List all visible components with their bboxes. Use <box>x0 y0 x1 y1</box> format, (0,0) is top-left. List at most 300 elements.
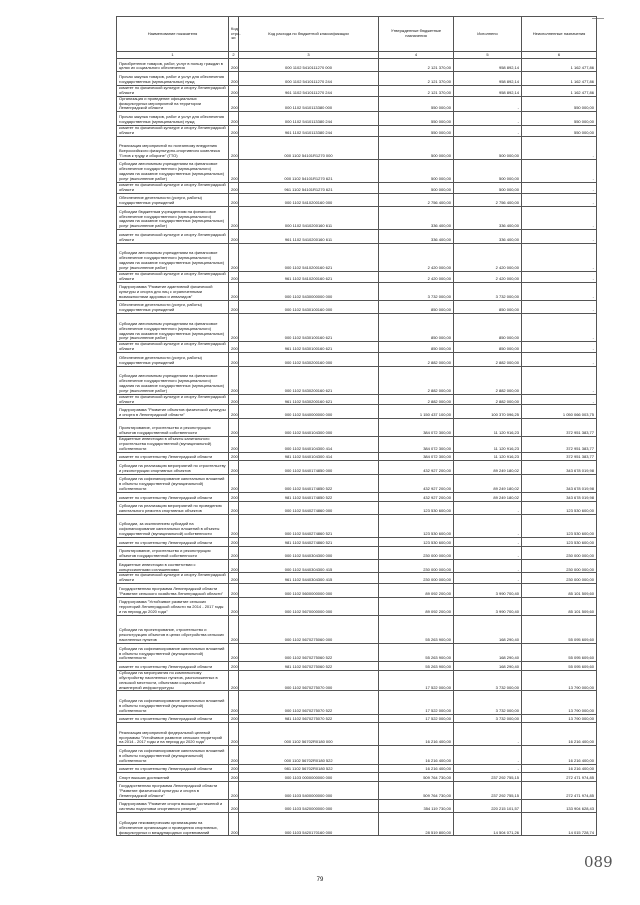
row-executed: 89 249 180,02 <box>454 461 522 474</box>
table-header-row <box>117 17 597 52</box>
row-executed: - <box>454 560 522 573</box>
table-row <box>117 493 597 502</box>
row-code: 200 <box>229 125 239 136</box>
row-name: Подпрограмма "Устойчивое развитие сельских территорий Ленинградской области на 2014 - 2017 годы и на период до 2020 года" <box>117 597 229 615</box>
row-approved: 17 522 000,00 <box>379 714 454 723</box>
row-executed: 850 000,00 <box>454 314 522 342</box>
row-approved: 432 927 200,00 <box>379 461 454 474</box>
row-code: 200 <box>229 59 239 72</box>
row-unexecuted: 1 162 477,86 <box>522 59 597 72</box>
row-unexecuted: 272 471 974,85 <box>522 781 597 799</box>
table-row <box>117 353 597 366</box>
row-code: 200 <box>229 691 239 714</box>
row-kbk: 000 1102 5440174850 000 <box>239 461 379 474</box>
row-name: комитет по физической культуре и спорту Ленинградской области <box>117 230 229 243</box>
table-row <box>117 799 597 812</box>
row-name: Субсидии на софинансирование капитальных вложений в объекты государственной (муниципальной) собственности <box>117 644 229 662</box>
row-code: 200 <box>229 723 239 746</box>
row-code: 200 <box>229 159 239 182</box>
row-executed: 958 892,14 <box>454 59 522 72</box>
row-name: Субсидии на реализацию мероприятий по строительству и реконструкции спортивных объектов <box>117 461 229 474</box>
row-code: 200 <box>229 418 239 436</box>
header-executed: Исполнено <box>454 17 522 52</box>
row-executed: 100 370 096,25 <box>454 405 522 418</box>
row-name: Подпрограмма "Развитие адаптивной физической культуры и спорта для лиц с ограниченными возможностями здоровья и инвалидов" <box>117 282 229 300</box>
row-kbk: 000 1102 5440104300 414 <box>239 437 379 453</box>
row-kbk: 000 1102 5410113380 000 <box>239 96 379 112</box>
row-executed: 220 215 101,57 <box>454 799 522 812</box>
row-kbk: 000 1102 5440174850 522 <box>239 474 379 492</box>
row-approved: 28 519 800,00 <box>379 813 454 836</box>
row-approved: 55 263 900,00 <box>379 662 454 671</box>
header-approved: Утвержденные бюджетные назначения <box>379 17 454 52</box>
row-kbk: 981 1102 5440174850 522 <box>239 493 379 502</box>
row-name: комитет по физической культуре и спорту Ленинградской области <box>117 182 229 193</box>
table-row <box>117 366 597 394</box>
row-approved: 500 000,00 <box>379 182 454 193</box>
row-approved: 230 000 000,00 <box>379 573 454 584</box>
row-kbk: 000 1102 5440274860 521 <box>239 514 379 537</box>
row-kbk: 000 1102 5410200160 611 <box>239 207 379 230</box>
row-executed: 3 732 000,00 <box>454 670 522 691</box>
row-code: 200 <box>229 314 239 342</box>
row-executed: 500 000,00 <box>454 182 522 193</box>
row-executed: 11 120 916,23 <box>454 418 522 436</box>
row-code: 200 <box>229 493 239 502</box>
row-executed: - <box>454 538 522 547</box>
row-kbk: 000 1102 5440104300 000 <box>239 418 379 436</box>
row-approved: 550 000,00 <box>379 96 454 112</box>
row-executed: 500 000,00 <box>454 159 522 182</box>
table-row <box>117 59 597 72</box>
row-name: комитет по строительству Ленинградской области <box>117 493 229 502</box>
table-row <box>117 282 597 300</box>
row-approved: 336 400,00 <box>379 230 454 243</box>
row-code: 200 <box>229 781 239 799</box>
row-kbk: 000 1102 56702R0180 000 <box>239 723 379 746</box>
table-row <box>117 474 597 492</box>
row-approved: 850 000,00 <box>379 300 454 313</box>
row-unexecuted: - <box>522 136 597 159</box>
table-row <box>117 723 597 746</box>
row-unexecuted: 1 162 477,86 <box>522 72 597 85</box>
row-executed: 237 292 755,15 <box>454 773 522 782</box>
row-name: комитет по физической культуре и спорту Ленинградской области <box>117 271 229 282</box>
row-code: 200 <box>229 282 239 300</box>
column-index: 6 <box>522 52 597 59</box>
row-approved: 500 000,00 <box>379 159 454 182</box>
row-name: Субсидии на мероприятия по комплексному обустройству населенных пунктов, расположенных в сельской местности, объектами социальной и инженерной инфраструктуры <box>117 670 229 691</box>
header-code: Код стро-ки <box>229 17 239 52</box>
row-code: 200 <box>229 560 239 573</box>
row-executed: 2 882 000,00 <box>454 366 522 394</box>
row-unexecuted: 13 790 000,00 <box>522 714 597 723</box>
row-kbk: 000 1102 5670275060 522 <box>239 644 379 662</box>
table-row <box>117 271 597 282</box>
row-kbk: 000 1102 5440000000 000 <box>239 405 379 418</box>
row-executed: - <box>454 96 522 112</box>
row-executed: 336 400,00 <box>454 207 522 230</box>
table-row <box>117 394 597 405</box>
table-row <box>117 96 597 112</box>
row-kbk: 000 1102 5430100160 000 <box>239 300 379 313</box>
row-executed: 336 400,00 <box>454 230 522 243</box>
table-row <box>117 514 597 537</box>
row-name: Реализация мероприятий федеральной целевой программы "Устойчивое развитие сельских территорий на 2014 - 2017 годы и на период до 2020 года" <box>117 723 229 746</box>
row-approved: 500 000,00 <box>379 136 454 159</box>
row-approved: 2 882 000,00 <box>379 353 454 366</box>
row-kbk: 961 1102 5410111270 244 <box>239 85 379 96</box>
table-row <box>117 300 597 313</box>
table-row <box>117 72 597 85</box>
row-unexecuted: 550 000,00 <box>522 112 597 125</box>
row-unexecuted: - <box>522 300 597 313</box>
header-name: Наименование показателя <box>117 17 229 52</box>
row-approved: 2 882 000,00 <box>379 366 454 394</box>
row-name: Субсидии на проектирование, строительство и реконструкцию объектов в целях обустройства сельских населенных пунктов <box>117 615 229 643</box>
row-name: Субсидии на софинансирование капитальных вложений в объекты государственной (муниципальной) собственности <box>117 746 229 764</box>
row-executed: 500 000,00 <box>454 136 522 159</box>
row-unexecuted: 550 000,00 <box>522 125 597 136</box>
row-name: комитет по строительству Ленинградской области <box>117 538 229 547</box>
row-approved: 16 216 400,00 <box>379 764 454 773</box>
table-row <box>117 418 597 436</box>
row-code: 200 <box>229 714 239 723</box>
header-kbk: Код расхода по бюджетной классификации <box>239 17 379 52</box>
row-code: 200 <box>229 271 239 282</box>
row-approved: 509 764 730,00 <box>379 781 454 799</box>
row-name: комитет по физической культуре и спорту Ленинградской области <box>117 394 229 405</box>
row-code: 200 <box>229 584 239 597</box>
row-kbk: 000 1102 5410200160 000 <box>239 193 379 206</box>
row-code: 200 <box>229 773 239 782</box>
row-unexecuted: - <box>522 159 597 182</box>
row-code: 200 <box>229 746 239 764</box>
row-name: Субсидии на софинансирование капитальных вложений в объекты государственной (муниципальной) собственности <box>117 691 229 714</box>
row-name: Прочая закупка товаров, работ и услуг для обеспечения государственных (муниципальных) нужд <box>117 112 229 125</box>
row-code: 200 <box>229 452 239 461</box>
row-approved: 2 882 000,00 <box>379 394 454 405</box>
row-name: Реализация мероприятий по поэтапному внедрению Всероссийского физкультурно-спортивного комплекса "Готов к труду и обороне" (ГТО) <box>117 136 229 159</box>
table-row <box>117 597 597 615</box>
row-executed: - <box>454 501 522 514</box>
row-name: комитет по физической культуре и спорту Ленинградской области <box>117 573 229 584</box>
row-code: 200 <box>229 597 239 615</box>
row-name: Бюджетные инвестиции в соответствии с концессионными соглашениями <box>117 560 229 573</box>
row-approved: 384 072 300,00 <box>379 437 454 453</box>
row-kbk: 000 1102 5430100160 621 <box>239 314 379 342</box>
row-unexecuted: 343 678 019,98 <box>522 474 597 492</box>
row-kbk: 961 1102 5410200160 621 <box>239 271 379 282</box>
table-row <box>117 615 597 643</box>
row-approved: 2 121 370,00 <box>379 85 454 96</box>
row-code: 200 <box>229 353 239 366</box>
row-unexecuted: 343 678 019,98 <box>522 493 597 502</box>
row-code: 200 <box>229 474 239 492</box>
table-row <box>117 691 597 714</box>
row-unexecuted: - <box>522 207 597 230</box>
row-executed: 11 120 916,23 <box>454 437 522 453</box>
row-kbk: 981 1102 56702R0180 522 <box>239 764 379 773</box>
row-name: комитет по физической культуре и спорту Ленинградской области <box>117 125 229 136</box>
row-name: Обеспечение деятельности (услуги, работы) государственных учреждений <box>117 300 229 313</box>
row-code: 200 <box>229 437 239 453</box>
row-name: Субсидии бюджетным учреждениям на финансовое обеспечение государственного (муниципального) задания на оказание государственных (муниципальных) услуг (выполнение работ) <box>117 207 229 230</box>
row-name: Субсидии на софинансирование капитальных вложений в объекты государственной (муниципальной) собственности <box>117 474 229 492</box>
row-approved: 550 000,00 <box>379 125 454 136</box>
row-kbk: 000 1102 5670275060 000 <box>239 615 379 643</box>
row-name: комитет по строительству Ленинградской области <box>117 764 229 773</box>
table-row <box>117 342 597 353</box>
header-unexecuted: Неисполненные назначения <box>522 17 597 52</box>
row-kbk: 961 1102 5430200160 621 <box>239 394 379 405</box>
table-row <box>117 714 597 723</box>
row-approved: 89 092 200,00 <box>379 584 454 597</box>
row-executed: 850 000,00 <box>454 300 522 313</box>
table-row <box>117 644 597 662</box>
table-row <box>117 112 597 125</box>
row-kbk: 000 1102 5410113380 244 <box>239 112 379 125</box>
table-row <box>117 560 597 573</box>
row-kbk: 000 1102 5670275070 000 <box>239 670 379 691</box>
row-kbk: 000 1102 5670275070 522 <box>239 691 379 714</box>
row-approved: 550 000,00 <box>379 112 454 125</box>
row-approved: 123 530 600,00 <box>379 514 454 537</box>
row-executed: 850 000,00 <box>454 342 522 353</box>
row-code: 200 <box>229 243 239 271</box>
row-name: комитет по строительству Ленинградской области <box>117 662 229 671</box>
row-executed: 3 732 000,00 <box>454 691 522 714</box>
row-unexecuted: 123 530 600,00 <box>522 514 597 537</box>
table-row <box>117 193 597 206</box>
row-name: Проектирование, строительство и реконструкция объектов государственной собственности <box>117 546 229 559</box>
row-unexecuted: 14 015 728,74 <box>522 813 597 836</box>
row-kbk: 000 1102 5430200160 621 <box>239 366 379 394</box>
row-executed: 2 882 000,00 <box>454 394 522 405</box>
row-unexecuted: 230 000 000,00 <box>522 560 597 573</box>
row-kbk: 000 1102 54101R1270 000 <box>239 136 379 159</box>
row-approved: 384 072 300,00 <box>379 452 454 461</box>
row-kbk: 961 1102 5410113380 244 <box>239 125 379 136</box>
row-unexecuted: - <box>522 182 597 193</box>
row-name: Государственная программа Ленинградской области "Развитие физической культуры и спорта в Ленинградской области" <box>117 781 229 799</box>
row-code: 200 <box>229 207 239 230</box>
row-unexecuted: - <box>522 193 597 206</box>
table-row <box>117 125 597 136</box>
row-approved: 16 216 400,00 <box>379 746 454 764</box>
row-code: 200 <box>229 342 239 353</box>
table-row <box>117 85 597 96</box>
row-executed: 11 120 916,23 <box>454 452 522 461</box>
column-index: 2 <box>229 52 239 59</box>
row-code: 200 <box>229 615 239 643</box>
row-kbk: 000 1103 5400000000 000 <box>239 781 379 799</box>
row-code: 200 <box>229 546 239 559</box>
row-name: Подпрограмма "Развитие спорта высших достижений и системы подготовки спортивного резерва" <box>117 799 229 812</box>
row-approved: 230 000 000,00 <box>379 546 454 559</box>
row-unexecuted: - <box>522 271 597 282</box>
row-unexecuted: 230 000 000,00 <box>522 546 597 559</box>
table-row <box>117 159 597 182</box>
row-approved: 336 400,00 <box>379 207 454 230</box>
row-name: комитет по строительству Ленинградской области <box>117 452 229 461</box>
row-name: Субсидии автономным учреждениям на финансовое обеспечение государственного (муниципального) задания на оказание государственных (муниципальных) услуг (выполнение работ) <box>117 314 229 342</box>
row-executed: 3 990 700,40 <box>454 584 522 597</box>
row-approved: 1 150 437 100,00 <box>379 405 454 418</box>
page-number: 79 <box>316 877 324 883</box>
row-executed: 237 292 755,15 <box>454 781 522 799</box>
row-name: Субсидии автономным учреждениям на финансовое обеспечение государственного (муниципального) задания на оказание государственных (муниципальных) услуг (выполнение работ) <box>117 366 229 394</box>
row-approved: 3 732 000,00 <box>379 282 454 300</box>
row-kbk: 000 1102 5440274860 000 <box>239 501 379 514</box>
row-code: 200 <box>229 394 239 405</box>
table-row <box>117 764 597 773</box>
row-executed: 2 420 000,00 <box>454 243 522 271</box>
row-executed: - <box>454 764 522 773</box>
column-index-row <box>117 52 597 59</box>
row-approved: 89 092 200,00 <box>379 597 454 615</box>
row-kbk: 000 1102 5410111270 000 <box>239 59 379 72</box>
row-kbk: 000 1102 5670000000 000 <box>239 597 379 615</box>
row-kbk: 981 1102 5670275060 522 <box>239 662 379 671</box>
column-index: 4 <box>379 52 454 59</box>
row-code: 200 <box>229 501 239 514</box>
row-kbk: 000 1102 5410200160 621 <box>239 243 379 271</box>
row-kbk: 000 1102 5440304300 000 <box>239 546 379 559</box>
table-row <box>117 781 597 799</box>
row-name: Субсидии, за исключением субсидий на софинансирование капитальных вложений в объекты государственной (муниципальной) собственности <box>117 514 229 537</box>
table-row <box>117 670 597 691</box>
row-unexecuted: 372 951 383,77 <box>522 452 597 461</box>
row-name: комитет по строительству Ленинградской области <box>117 714 229 723</box>
row-unexecuted: 16 216 400,00 <box>522 723 597 746</box>
column-index: 3 <box>239 52 379 59</box>
table-row <box>117 405 597 418</box>
row-code: 200 <box>229 136 239 159</box>
row-kbk: 000 1102 54101R1270 621 <box>239 159 379 182</box>
row-executed: 3 732 000,00 <box>454 282 522 300</box>
row-name: Субсидии на реализацию мероприятий по проведению капитального ремонта спортивных объектов <box>117 501 229 514</box>
row-unexecuted: - <box>522 282 597 300</box>
table-row <box>117 461 597 474</box>
budget-execution-table <box>116 16 597 836</box>
row-name: Спорт высших достижений <box>117 773 229 782</box>
row-approved: 2 420 000,00 <box>379 243 454 271</box>
row-unexecuted: - <box>522 230 597 243</box>
row-name: Обеспечение деятельности (услуги, работы) государственных учреждений <box>117 353 229 366</box>
row-executed: 958 892,14 <box>454 85 522 96</box>
row-code: 200 <box>229 764 239 773</box>
row-name: Субсидии некоммерческим организациям на обеспечение организации и проведения спортивных, физкультурных и международных соревнований <box>117 813 229 836</box>
row-approved: 55 263 900,00 <box>379 644 454 662</box>
table-row <box>117 182 597 193</box>
row-kbk: 961 1102 5440304300 415 <box>239 573 379 584</box>
table-row <box>117 230 597 243</box>
row-approved: 384 072 300,00 <box>379 418 454 436</box>
row-approved: 17 522 000,00 <box>379 670 454 691</box>
row-approved: 432 927 200,00 <box>379 493 454 502</box>
table-row <box>117 746 597 764</box>
row-kbk: 000 1102 5600000000 000 <box>239 584 379 597</box>
row-executed: 168 290,40 <box>454 644 522 662</box>
row-name: Обеспечение деятельности (услуги, работы) государственных учреждений <box>117 193 229 206</box>
row-code: 200 <box>229 644 239 662</box>
row-approved: 230 000 000,00 <box>379 560 454 573</box>
row-approved: 123 530 600,00 <box>379 538 454 547</box>
row-code: 200 <box>229 405 239 418</box>
row-kbk: 000 1103 5420000000 000 <box>239 799 379 812</box>
row-code: 200 <box>229 670 239 691</box>
row-unexecuted: 16 216 400,00 <box>522 746 597 764</box>
row-code: 200 <box>229 813 239 836</box>
table-row <box>117 584 597 597</box>
row-kbk: 981 1102 5440274860 521 <box>239 538 379 547</box>
row-executed: 2 882 000,00 <box>454 353 522 366</box>
table-row <box>117 136 597 159</box>
table-row <box>117 573 597 584</box>
row-kbk: 981 1102 5440104300 414 <box>239 452 379 461</box>
table-row <box>117 243 597 271</box>
row-unexecuted: 372 951 383,77 <box>522 418 597 436</box>
row-unexecuted: 550 000,00 <box>522 96 597 112</box>
row-unexecuted: 123 530 600,00 <box>522 501 597 514</box>
row-kbk: 000 1103 5420170160 000 <box>239 813 379 836</box>
row-unexecuted: 123 530 600,00 <box>522 538 597 547</box>
row-kbk: 000 1102 5440304300 415 <box>239 560 379 573</box>
row-name: Организация и проведение официальных физкультурных мероприятий на территории Ленинградской области <box>117 96 229 112</box>
row-unexecuted: - <box>522 366 597 394</box>
row-code: 200 <box>229 662 239 671</box>
row-approved: 2 121 370,00 <box>379 59 454 72</box>
row-approved: 2 121 370,00 <box>379 72 454 85</box>
row-executed: 3 990 700,40 <box>454 597 522 615</box>
row-name: Субсидии автономным учреждениям на финансовое обеспечение государственного (муниципального) задания на оказание государственных (муниципальных) услуг (выполнение работ) <box>117 159 229 182</box>
row-executed: 168 290,40 <box>454 615 522 643</box>
row-unexecuted: 230 000 000,00 <box>522 573 597 584</box>
row-unexecuted: 55 095 609,60 <box>522 615 597 643</box>
row-code: 200 <box>229 573 239 584</box>
row-approved: 509 764 730,00 <box>379 773 454 782</box>
row-name: Государственная программа Ленинградской области "Развитие сельского хозяйства Ленинградской области" <box>117 584 229 597</box>
row-name: Проектирование, строительство и реконструкция объектов государственной собственности <box>117 418 229 436</box>
row-executed: 89 249 180,02 <box>454 474 522 492</box>
row-executed: - <box>454 746 522 764</box>
row-executed: - <box>454 125 522 136</box>
table-row <box>117 314 597 342</box>
row-approved: 55 263 900,00 <box>379 615 454 643</box>
row-kbk: 000 1103 0000000000 000 <box>239 773 379 782</box>
row-executed: 14 504 071,26 <box>454 813 522 836</box>
row-code: 200 <box>229 461 239 474</box>
row-unexecuted: - <box>522 353 597 366</box>
row-unexecuted: 16 216 400,00 <box>522 764 597 773</box>
row-kbk: 961 1102 5410200160 611 <box>239 230 379 243</box>
row-code: 200 <box>229 85 239 96</box>
row-unexecuted: - <box>522 243 597 271</box>
row-code: 200 <box>229 300 239 313</box>
row-kbk: 000 1102 5430200160 000 <box>239 353 379 366</box>
row-kbk: 961 1102 54101R1270 621 <box>239 182 379 193</box>
table-row <box>117 813 597 836</box>
row-unexecuted: 133 904 628,43 <box>522 799 597 812</box>
row-approved: 850 000,00 <box>379 314 454 342</box>
column-index: 5 <box>454 52 522 59</box>
row-approved: 850 000,00 <box>379 342 454 353</box>
table-body <box>117 59 597 836</box>
row-unexecuted: 55 095 609,60 <box>522 644 597 662</box>
row-unexecuted: 1 050 066 003,75 <box>522 405 597 418</box>
row-executed: 958 892,14 <box>454 72 522 85</box>
